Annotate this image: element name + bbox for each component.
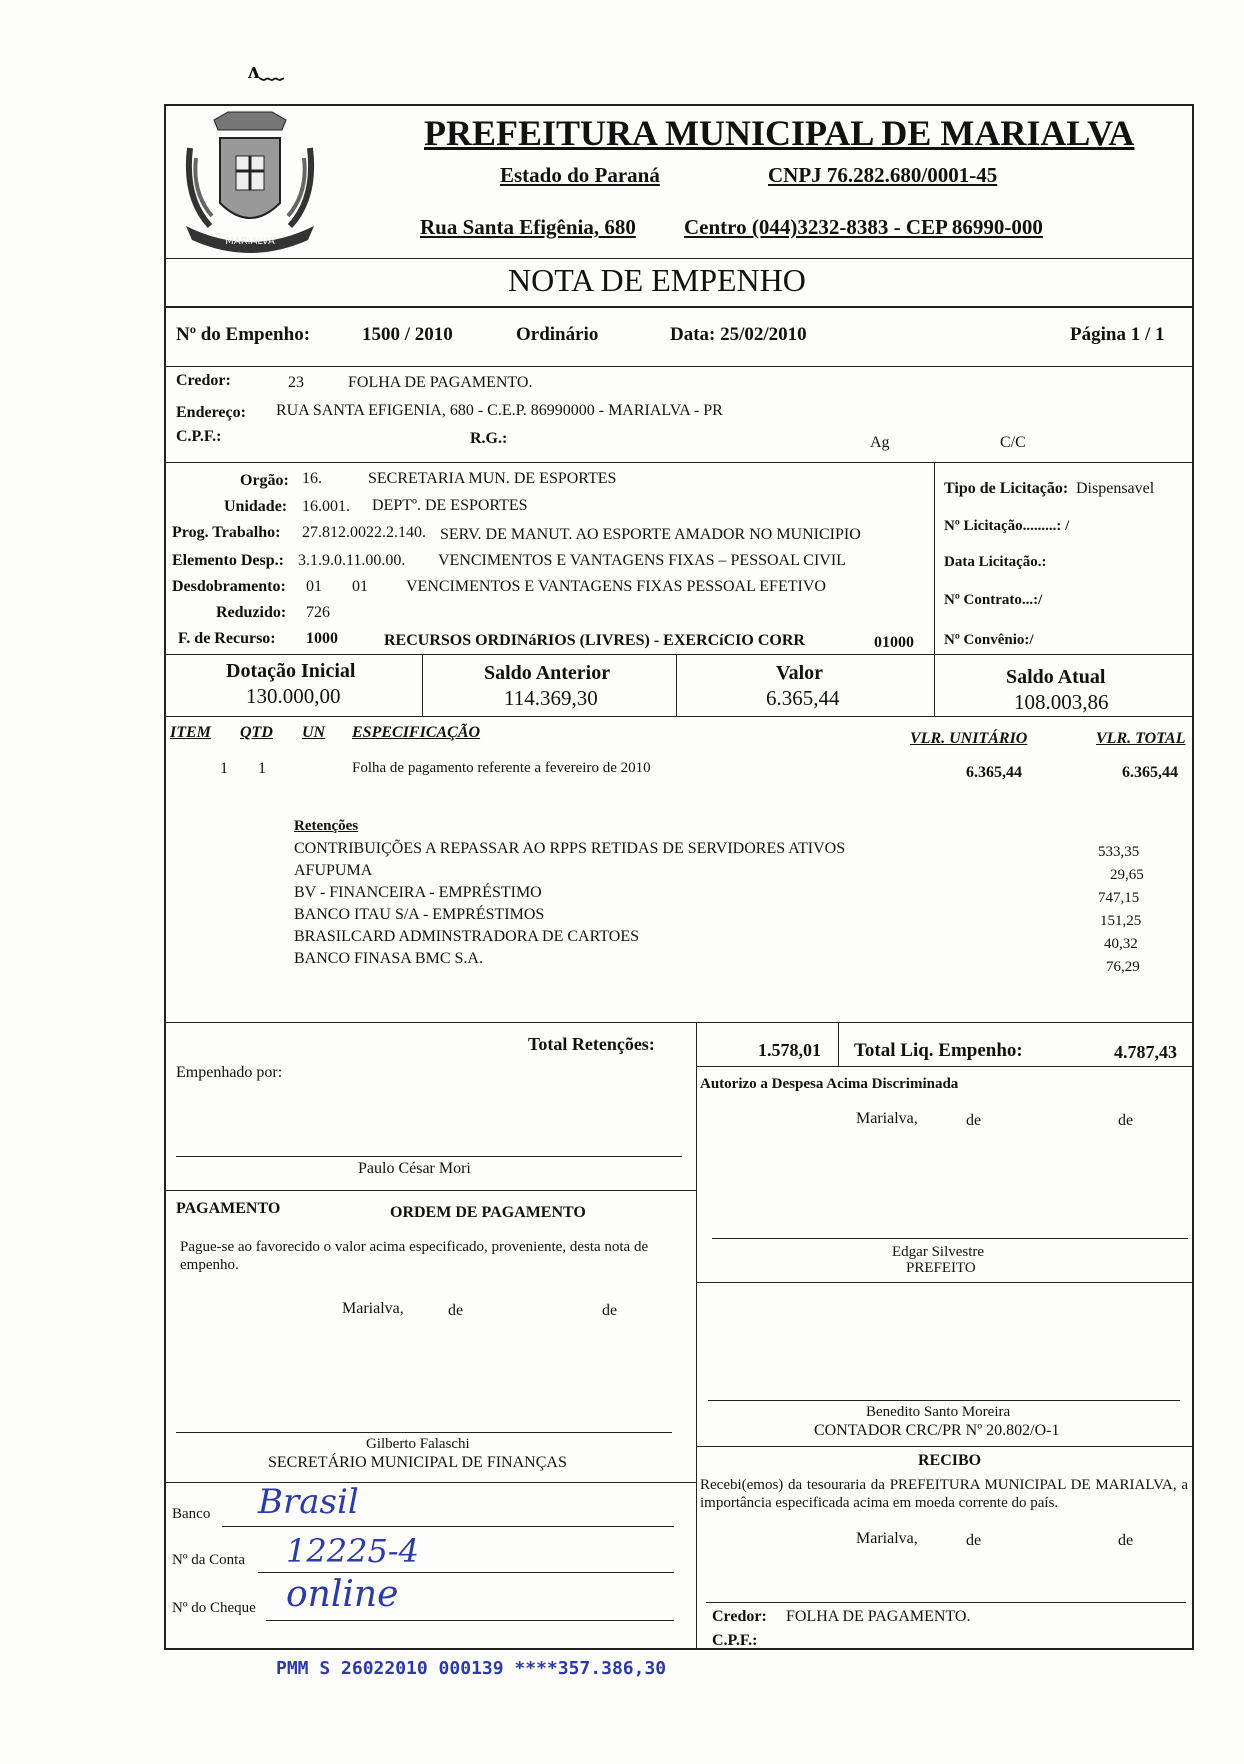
item-description: Folha de pagamento referente a fevereiro de 2010 xyxy=(352,760,651,776)
cnpj-label: CNPJ 76.282.680/0001-45 xyxy=(768,163,998,187)
tipo-licitacao-value: Dispensavel xyxy=(1076,480,1155,497)
col-especificacao: ESPECIFICAÇÃO xyxy=(352,724,481,741)
total-retencoes-value: 1.578,01 xyxy=(758,1040,821,1060)
retencao-value: 40,32 xyxy=(1104,936,1138,952)
pagamento-signer-role: SECRETÁRIO MUNICIPAL DE FINANÇAS xyxy=(268,1454,567,1471)
total-retencoes-label: Total Retenções: xyxy=(528,1034,655,1054)
autorizo-city: Marialva, xyxy=(856,1110,918,1127)
elemento-desc: VENCIMENTOS E VANTAGENS FIXAS – PESSOAL CIVIL xyxy=(438,552,846,569)
credor-code: 23 xyxy=(288,374,304,391)
orgao-desc: SECRETARIA MUN. DE ESPORTES xyxy=(368,470,617,487)
col-un: UN xyxy=(302,724,326,741)
retencao-value: 76,29 xyxy=(1106,959,1140,975)
municipal-crest-logo xyxy=(180,108,320,258)
elemento-label: Elemento Desp.: xyxy=(172,552,284,569)
credor-name: FOLHA DE PAGAMENTO. xyxy=(348,374,533,391)
address-label: Rua Santa Efigênia, 680 xyxy=(420,215,636,239)
recibo-city: Marialva, xyxy=(856,1530,918,1547)
saldo-atual-label: Saldo Atual xyxy=(1006,666,1106,688)
convenio-label: Nº Convênio:/ xyxy=(944,632,1034,648)
retencao-desc: CONTRIBUIÇÕES A REPASSAR AO RPPS RETIDAS DE SERVIDORES ATIVOS xyxy=(294,840,846,857)
item-total-value: 6.365,44 xyxy=(1122,764,1178,781)
recibo-de2: de xyxy=(1118,1532,1134,1549)
desdobramento-desc: VENCIMENTOS E VANTAGENS FIXAS PESSOAL EFETIVO xyxy=(406,578,826,595)
pagamento-signer: Gilberto Falaschi xyxy=(366,1436,470,1452)
ag-label: Ag xyxy=(870,434,890,451)
conta-label: Nº da Conta xyxy=(172,1552,245,1568)
retencao-desc: BANCO ITAU S/A - EMPRÉSTIMOS xyxy=(294,906,545,923)
page-title: PREFEITURA MUNICIPAL DE MARIALVA xyxy=(424,113,1135,153)
cc-label: C/C xyxy=(1000,434,1026,451)
empenho-number: 1500 / 2010 xyxy=(362,324,453,345)
retencao-value: 533,35 xyxy=(1098,844,1140,860)
conta-handwritten: 12225-4 xyxy=(286,1532,419,1570)
recurso-desc: RECURSOS ORDINáRIOS (LIVRES) - EXERCíCIO CORR xyxy=(384,632,805,649)
retencao-desc: BV - FINANCEIRA - EMPRÉSTIMO xyxy=(294,884,542,901)
scan-mark: ᴧ﹏ xyxy=(248,58,284,84)
dotacao-value: 130.000,00 xyxy=(246,684,341,708)
empenhado-label: Empenhado por: xyxy=(176,1064,283,1081)
autorizo-de1: de xyxy=(966,1112,982,1129)
dotacao-label: Dotação Inicial xyxy=(226,660,356,682)
empenho-label: Nº do Empenho: xyxy=(176,324,311,345)
tipo-licitacao-label: Tipo de Licitação: xyxy=(944,480,1069,497)
cheque-label: Nº do Cheque xyxy=(172,1600,256,1616)
total-liq-value: 4.787,43 xyxy=(1114,1042,1177,1062)
num-licitacao-label: Nº Licitação.........: / xyxy=(944,518,1070,534)
col-qtd: QTD xyxy=(240,724,273,741)
prog-desc: SERV. DE MANUT. AO ESPORTE AMADOR NO MUNICIPIO xyxy=(440,526,861,543)
col-item: ITEM xyxy=(170,724,211,741)
recibo-de1: de xyxy=(966,1532,982,1549)
recurso-code: 1000 xyxy=(306,630,338,647)
pagamento-city: Marialva, xyxy=(342,1300,404,1317)
saldo-atual-value: 108.003,86 xyxy=(1014,690,1109,714)
ordem-pagamento-label: ORDEM DE PAGAMENTO xyxy=(390,1204,586,1221)
autorizo-de2: de xyxy=(1118,1112,1134,1129)
recibo-cpf-label: C.P.F.: xyxy=(712,1632,758,1649)
orgao-label: Orgão: xyxy=(240,472,289,489)
desdobramento-code2: 01 xyxy=(352,578,368,595)
address-field-label: Endereço: xyxy=(176,404,246,421)
retencao-desc: AFUPUMA xyxy=(294,862,373,879)
recurso-code2: 01000 xyxy=(874,634,914,651)
logo-banner-text: MARIALVA xyxy=(225,236,275,247)
retencao-value: 747,15 xyxy=(1098,890,1140,906)
elemento-code: 3.1.9.0.11.00.00. xyxy=(298,552,406,569)
document-title: NOTA DE EMPENHO xyxy=(508,262,806,298)
desdobramento-code: 01 xyxy=(306,578,322,595)
pagamento-text: Pague-se ao favorecido o valor acima especificado, proveniente, desta nota de empenho. xyxy=(180,1239,649,1273)
empenhado-name: Paulo César Mori xyxy=(358,1160,471,1177)
autorizo-label: Autorizo a Despesa Acima Discriminada xyxy=(700,1076,959,1092)
recibo-credor-label: Credor: xyxy=(712,1608,767,1625)
unidade-code: 16.001. xyxy=(302,498,350,515)
recibo-text: Recebi(emos) da tesouraria da PREFEITURA MUNICIPAL DE MARIALVA, a importância especificada acima em moeda corrente do país. xyxy=(700,1477,1188,1511)
recibo-credor-value: FOLHA DE PAGAMENTO. xyxy=(786,1608,971,1625)
item-unit-value: 6.365,44 xyxy=(966,764,1022,781)
page-number: Página 1 / 1 xyxy=(1070,324,1165,345)
rg-label: R.G.: xyxy=(470,430,508,447)
cheque-handwritten: online xyxy=(286,1574,399,1615)
empenho-type: Ordinário xyxy=(516,324,599,345)
reduzido-label: Reduzido: xyxy=(216,604,287,621)
reduzido-code: 726 xyxy=(306,604,330,621)
pagamento-de1: de xyxy=(448,1302,464,1319)
empenho-date: Data: 25/02/2010 xyxy=(670,324,807,345)
banco-label: Banco xyxy=(172,1506,211,1522)
valor-label: Valor xyxy=(776,662,824,684)
prog-label: Prog. Trabalho: xyxy=(172,524,281,541)
saldo-anterior-value: 114.369,30 xyxy=(504,686,598,710)
retencao-value: 151,25 xyxy=(1100,913,1142,929)
saldo-anterior-label: Saldo Anterior xyxy=(484,662,611,684)
retencao-desc: BRASILCARD ADMINSTRADORA DE CARTOES xyxy=(294,928,640,945)
item-qtd: 1 xyxy=(258,760,266,777)
contrato-label: Nº Contrato...:/ xyxy=(944,592,1043,608)
unidade-desc: DEPTº. DE ESPORTES xyxy=(372,497,528,514)
retencoes-title: Retenções xyxy=(294,818,359,834)
valor-value: 6.365,44 xyxy=(766,686,840,710)
desdobramento-label: Desdobramento: xyxy=(172,578,286,595)
data-licitacao-label: Data Licitação.: xyxy=(944,554,1047,570)
contact-label: Centro (044)3232-8383 - CEP 86990-000 xyxy=(684,215,1043,239)
credor-label: Credor: xyxy=(176,372,231,389)
col-vlr-unitario: VLR. UNITÁRIO xyxy=(910,730,1028,747)
unidade-label: Unidade: xyxy=(224,498,288,515)
col-vlr-total: VLR. TOTAL xyxy=(1096,730,1186,747)
retencao-desc: BANCO FINASA BMC S.A. xyxy=(294,950,483,967)
payment-stamp: PMM S 26022010 000139 ****357.386,30 xyxy=(276,1658,667,1679)
retencao-value: 29,65 xyxy=(1110,867,1144,883)
cpf-label: C.P.F.: xyxy=(176,428,222,445)
banco-handwritten: Brasil xyxy=(258,1482,359,1522)
recurso-label: F. de Recurso: xyxy=(178,630,276,647)
contador-role: CONTADOR CRC/PR Nº 20.802/O-1 xyxy=(814,1422,1060,1439)
recibo-title: RECIBO xyxy=(918,1452,982,1469)
state-label: Estado do Paraná xyxy=(500,163,660,187)
orgao-code: 16. xyxy=(302,470,322,487)
contador-name: Benedito Santo Moreira xyxy=(866,1404,1011,1420)
autorizo-signer: Edgar Silvestre xyxy=(892,1244,985,1260)
pagamento-label: PAGAMENTO xyxy=(176,1200,281,1217)
item-number: 1 xyxy=(220,760,228,777)
pagamento-de2: de xyxy=(602,1302,618,1319)
credor-address: RUA SANTA EFIGENIA, 680 - C.E.P. 86990000 - MARIALVA - PR xyxy=(276,402,723,419)
prog-code: 27.812.0022.2.140. xyxy=(302,524,426,541)
autorizo-signer-role: PREFEITO xyxy=(906,1260,976,1276)
total-liq-label: Total Liq. Empenho: xyxy=(854,1040,1023,1061)
